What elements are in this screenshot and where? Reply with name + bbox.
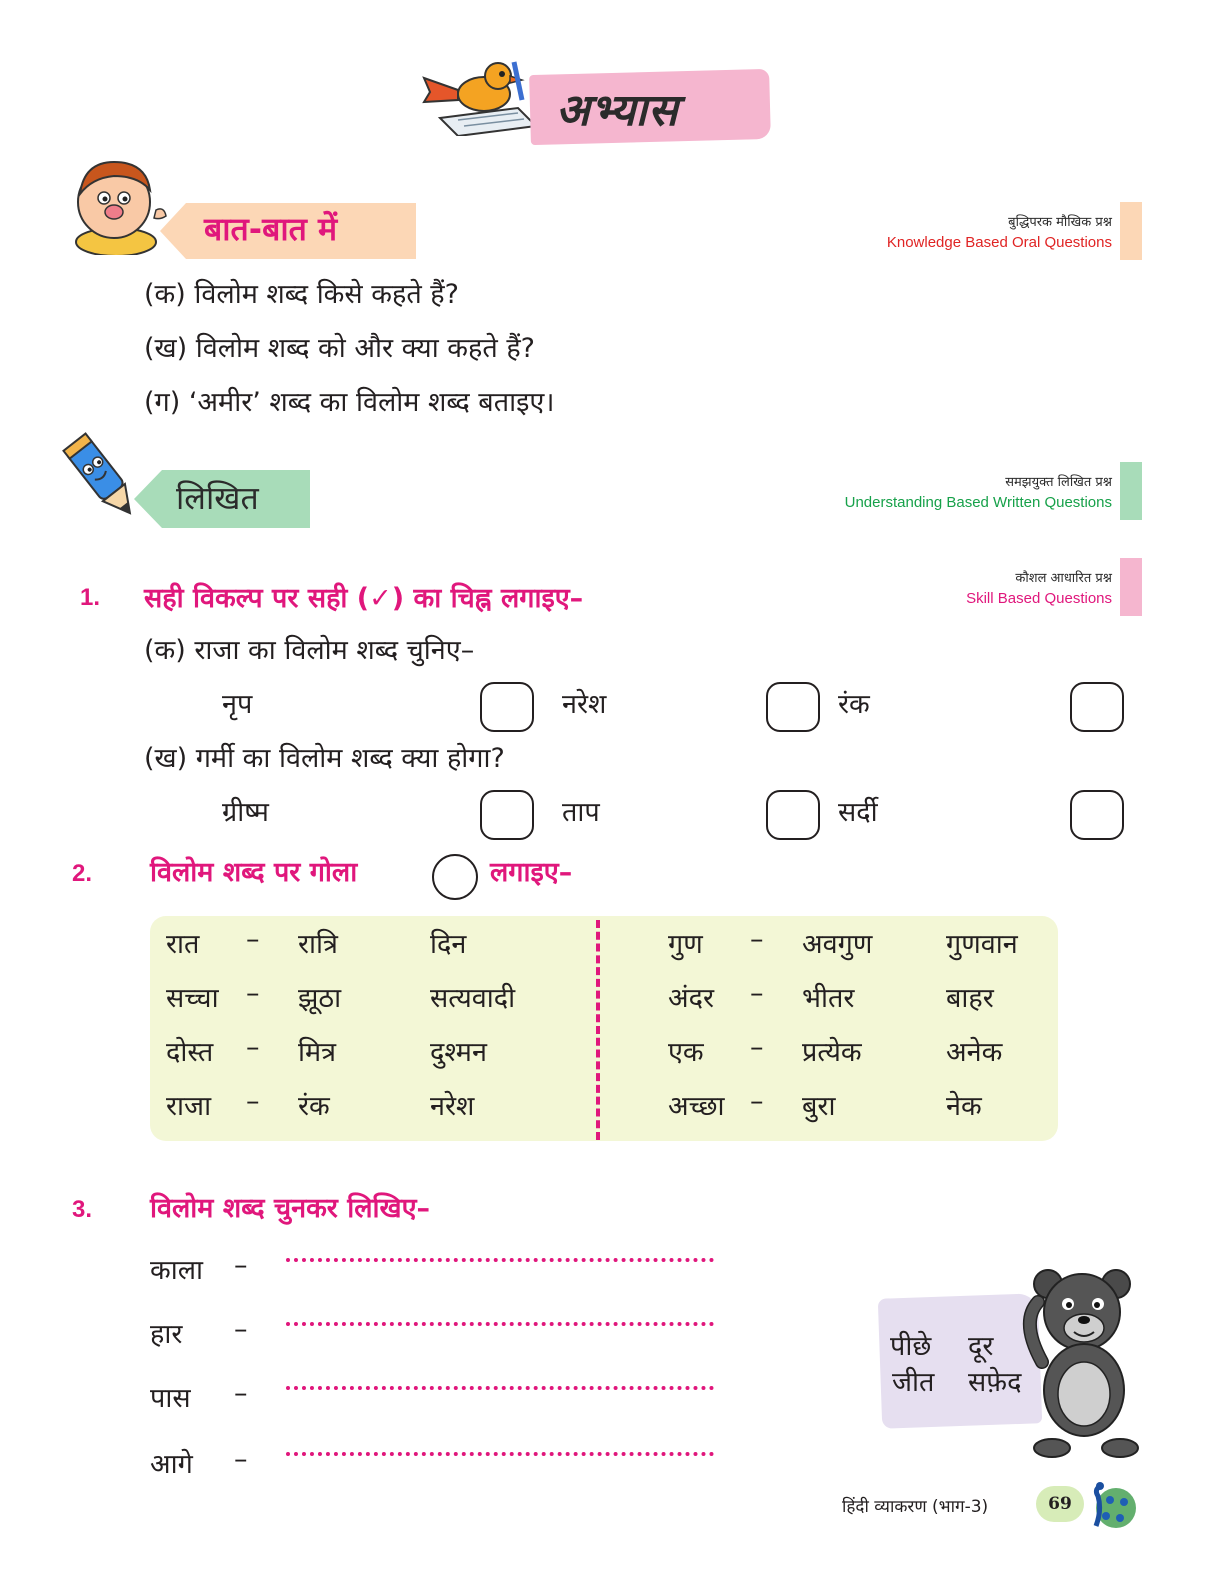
right-row-2-option-2[interactable]: बाहर (946, 983, 994, 1014)
page-title: अभ्यास (556, 85, 679, 136)
left-row-2-option-1[interactable]: झूठा (298, 983, 342, 1014)
q3-number: 3. (72, 1196, 93, 1223)
right-row-4-word: अच्छा (668, 1091, 725, 1122)
right-row-1-option-2[interactable]: गुणवान (946, 929, 1018, 960)
q3-dash-2: – (234, 1314, 248, 1345)
q1a-checkbox-1[interactable] (480, 682, 534, 732)
footer-book-title: हिंदी व्याकरण (भाग-3) (842, 1497, 989, 1517)
left-row-4-option-2[interactable]: नरेश (430, 1091, 475, 1122)
left-row-2-dash: – (246, 978, 260, 1009)
oral-question-1: (क) विलोम शब्द किसे कहते हैं? (144, 279, 459, 310)
oral-tag-bar (1120, 202, 1142, 260)
oral-tag (692, 212, 1112, 251)
written-tag (692, 472, 1112, 511)
left-row-4-dash: – (246, 1086, 260, 1117)
bubble-word-3: जीत (892, 1367, 935, 1398)
left-row-2-word: सच्चा (166, 983, 219, 1014)
q1b-checkbox-3[interactable] (1070, 790, 1124, 840)
q1b-prompt: (ख) गर्मी का विलोम शब्द क्या होगा? (144, 743, 505, 774)
page-number: 69 (1036, 1486, 1084, 1522)
left-row-1-dash: – (246, 924, 260, 955)
q3-answer-line-4[interactable] (286, 1452, 714, 1456)
right-row-2-option-1[interactable]: भीतर (802, 983, 855, 1014)
peacock-icon (1086, 1478, 1138, 1534)
skill-tag (692, 568, 1112, 607)
skill-tag-bar (1120, 558, 1142, 616)
bear-mascot-illustration (1012, 1262, 1142, 1462)
q3-word-2: हार (150, 1319, 183, 1350)
written-tag-english: Understanding Based Written Questions (844, 494, 1112, 511)
antonym-table (150, 916, 1058, 1141)
oral-section-title: बात-बात में (204, 210, 338, 248)
q2-heading-post: लगाइए– (490, 857, 573, 888)
q3-answer-line-1[interactable] (286, 1258, 714, 1262)
q3-heading: विलोम शब्द चुनकर लिखिए– (150, 1193, 431, 1224)
left-row-1-option-2[interactable]: दिन (430, 929, 467, 960)
q3-dash-1: – (234, 1250, 248, 1281)
q1b-checkbox-1[interactable] (480, 790, 534, 840)
q1a-checkbox-2[interactable] (766, 682, 820, 732)
q1-heading: सही विकल्प पर सही (✓) का चिह्न लगाइए– (144, 583, 584, 614)
q3-word-3: पास (150, 1383, 191, 1414)
q1a-checkbox-3[interactable] (1070, 682, 1124, 732)
circle-icon (432, 854, 478, 900)
q3-dash-3: – (234, 1378, 248, 1409)
right-row-2-word: अंदर (668, 983, 715, 1014)
left-row-2-option-2[interactable]: सत्यवादी (430, 983, 516, 1014)
q3-dash-4: – (234, 1444, 248, 1475)
right-row-3-option-2[interactable]: अनेक (946, 1037, 1003, 1068)
right-row-1-dash: – (750, 924, 764, 955)
right-row-3-option-1[interactable]: प्रत्येक (802, 1037, 862, 1068)
q1a-option-1: नृप (222, 689, 253, 720)
q1b-checkbox-2[interactable] (766, 790, 820, 840)
skill-tag-hindi: कौशल आधारित प्रश्न (1015, 571, 1112, 586)
right-row-4-option-1[interactable]: बुरा (802, 1091, 836, 1122)
right-row-1-word: गुण (668, 929, 703, 960)
left-row-4-option-1[interactable]: रंक (298, 1091, 330, 1122)
table-divider (596, 920, 600, 1140)
q1a-option-3: रंक (838, 689, 870, 720)
right-row-4-dash: – (750, 1086, 764, 1117)
boy-mascot-illustration (70, 150, 170, 255)
header-bird-illustration (418, 56, 538, 136)
left-row-3-option-1[interactable]: मित्र (298, 1037, 337, 1068)
q3-word-1: काला (150, 1255, 204, 1286)
q2-heading-pre: विलोम शब्द पर गोला (150, 857, 358, 888)
bubble-word-2: दूर (968, 1331, 994, 1362)
right-row-1-option-1[interactable]: अवगुण (802, 929, 873, 960)
written-tag-hindi: समझयुक्त लिखित प्रश्न (1005, 475, 1112, 490)
q2-number: 2. (72, 860, 93, 887)
bubble-word-4: सफ़ेद (968, 1367, 1022, 1398)
q1-number: 1. (80, 584, 101, 611)
skill-tag-english: Skill Based Questions (966, 590, 1112, 607)
right-row-2-dash: – (750, 978, 764, 1009)
pencil-mascot-illustration (58, 428, 148, 526)
written-tag-bar (1120, 462, 1142, 520)
right-row-3-dash: – (750, 1032, 764, 1063)
left-row-1-word: रात (166, 929, 200, 960)
q1b-option-3: सर्दी (838, 797, 878, 828)
oral-question-2: (ख) विलोम शब्द को और क्या कहते हैं? (144, 333, 535, 364)
left-row-1-option-1[interactable]: रात्रि (298, 929, 338, 960)
left-row-3-word: दोस्त (166, 1037, 214, 1068)
q3-answer-line-2[interactable] (286, 1322, 714, 1326)
left-row-4-word: राजा (166, 1091, 212, 1122)
written-section-title: लिखित (176, 479, 259, 517)
right-row-4-option-2[interactable]: नेक (946, 1091, 982, 1122)
q1a-prompt: (क) राजा का विलोम शब्द चुनिए– (144, 635, 475, 666)
q1a-option-2: नरेश (562, 689, 607, 720)
q1b-option-2: ताप (562, 797, 600, 828)
q3-answer-line-3[interactable] (286, 1386, 714, 1390)
q3-word-4: आगे (150, 1449, 193, 1480)
oral-question-3: (ग) ‘अमीर’ शब्द का विलोम शब्द बताइए। (144, 387, 555, 418)
bubble-word-1: पीछे (890, 1331, 932, 1362)
left-row-3-dash: – (246, 1032, 260, 1063)
oral-tag-english: Knowledge Based Oral Questions (886, 234, 1112, 251)
q1b-option-1: ग्रीष्म (222, 797, 269, 828)
oral-tag-hindi: बुद्धिपरक मौखिक प्रश्न (1008, 215, 1112, 230)
right-row-3-word: एक (668, 1037, 704, 1068)
left-row-3-option-2[interactable]: दुश्मन (430, 1037, 487, 1068)
